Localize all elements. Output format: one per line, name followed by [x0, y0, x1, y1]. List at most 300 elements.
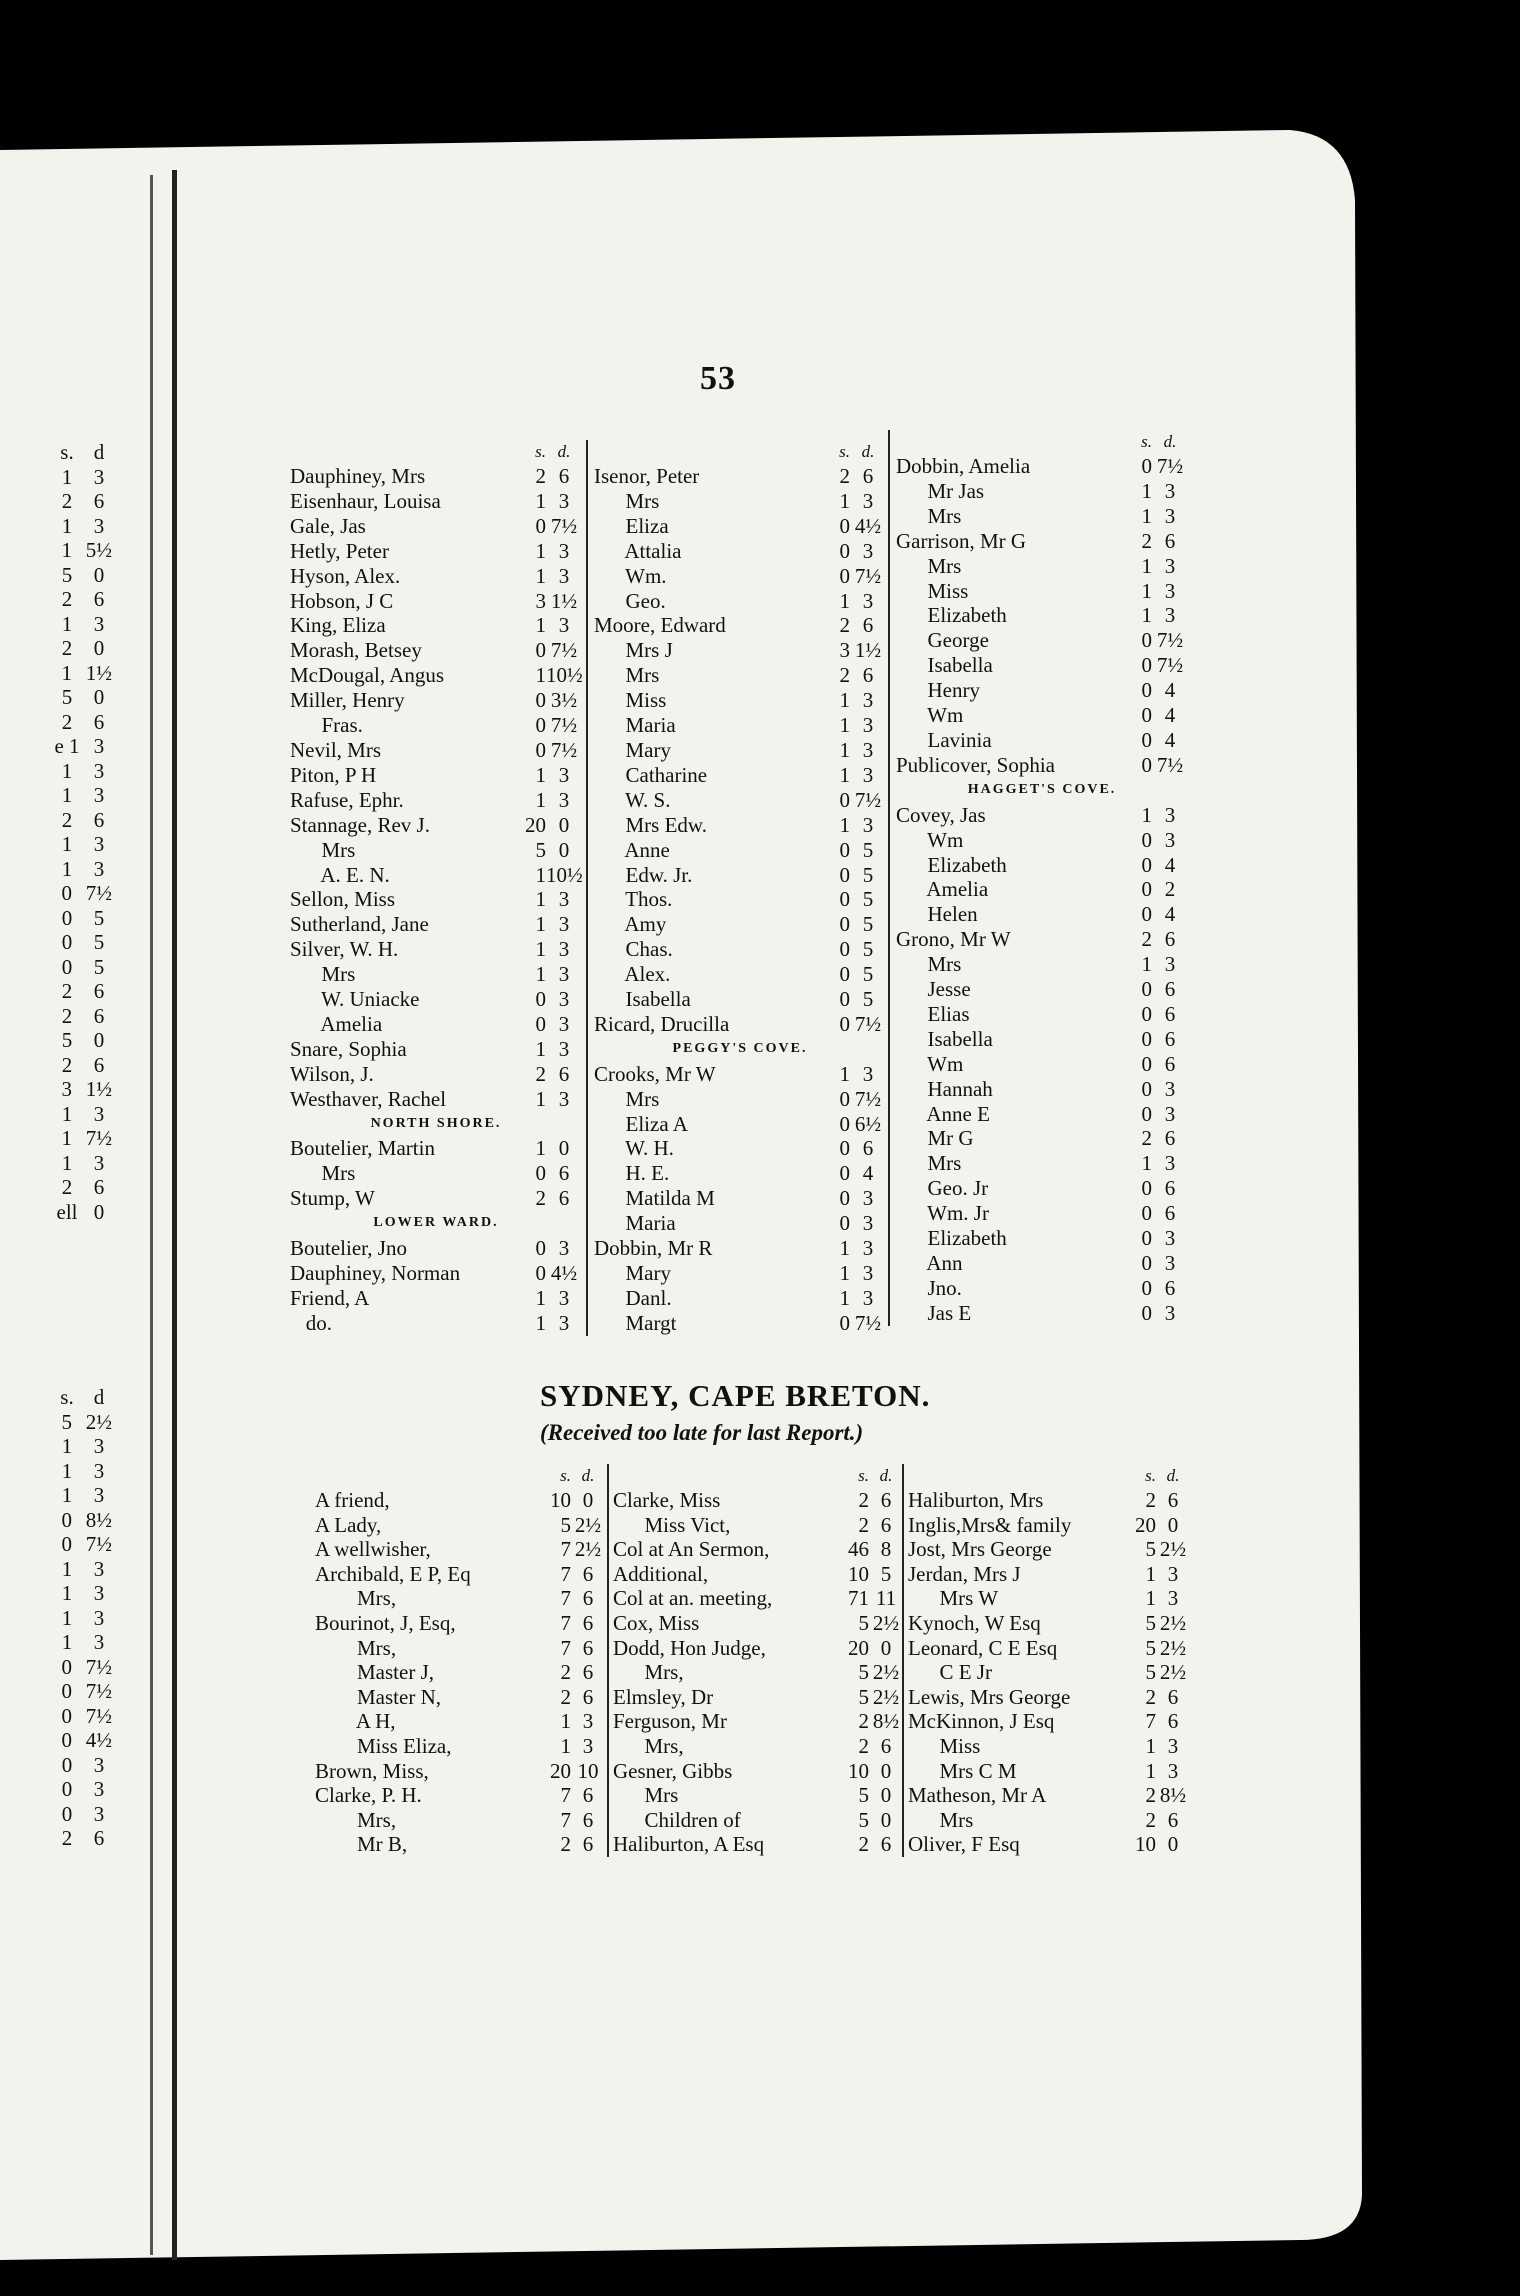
list-item	[896, 803, 1188, 828]
strip-row	[0, 1053, 120, 1078]
strip-shillings: 0	[61, 1703, 72, 1728]
strip-shillings: 1	[61, 783, 73, 807]
list-item	[315, 1660, 605, 1685]
strip-row	[0, 1655, 120, 1680]
strip-shillings: 1	[61, 538, 72, 562]
subscriber-name: Jas E	[896, 1300, 972, 1325]
amount-pence: 3	[558, 1011, 570, 1036]
strip-pence: 7½	[85, 881, 112, 905]
subscriber-name: Mrs	[896, 952, 962, 977]
list-column-1	[290, 440, 582, 1336]
list-item	[290, 514, 582, 539]
strip-row	[0, 1434, 120, 1459]
subscriber-name: Isabella	[896, 653, 993, 678]
amount-pence: 6	[1164, 1051, 1176, 1076]
subscriber-name: Mrs	[613, 1783, 679, 1808]
strip-pence: 5	[93, 930, 105, 954]
amount-pence: 0	[1167, 1832, 1179, 1857]
subscriber-name: Children of	[613, 1807, 741, 1832]
subscriber-name: Kynoch, W Esq	[908, 1610, 1041, 1635]
list-item	[594, 1311, 886, 1336]
list-item	[896, 1201, 1188, 1226]
list-item	[315, 1832, 605, 1857]
list-item	[896, 1052, 1188, 1077]
section-heading: SYDNEY, CAPE BRETON.	[540, 1378, 931, 1413]
amount-pence: 0	[558, 1136, 570, 1161]
list-item	[594, 613, 886, 638]
list-item	[290, 738, 582, 763]
subscriber-name: Henry	[896, 678, 980, 703]
amount-shillings: 0	[839, 1011, 850, 1036]
list-item	[896, 653, 1188, 678]
subscriber-name: McDougal, Angus	[290, 663, 444, 688]
list-item	[290, 613, 582, 638]
subscriber-name: Isabella	[594, 987, 691, 1012]
strip-pence: 7½	[85, 1126, 112, 1150]
amount-shillings: 0	[839, 787, 850, 812]
amount-shillings: 0	[535, 1011, 546, 1036]
list-item	[908, 1832, 1190, 1857]
strip-row	[0, 1126, 120, 1151]
amount-shillings: 1	[535, 1136, 546, 1161]
list-item	[896, 927, 1188, 952]
strip-shillings: 1	[61, 1605, 73, 1630]
subscriber-name: Mrs,	[315, 1807, 397, 1832]
section-label: PEGGY'S COVE.	[672, 1040, 808, 1056]
amount-pence: 6	[558, 1186, 570, 1211]
amount-pence: 4	[1164, 852, 1176, 877]
strip-shillings: 2	[61, 489, 73, 513]
subscriber-name: Wm. Jr	[896, 1201, 989, 1226]
subscriber-name: Miss Eliza,	[315, 1733, 452, 1758]
subscriber-name: Elizabeth	[896, 852, 1007, 877]
amount-pence: 3	[558, 1285, 570, 1310]
amount-shillings: 0	[839, 538, 850, 563]
list-item	[594, 838, 886, 863]
amount-pence: 3	[1164, 553, 1176, 578]
list-item	[896, 603, 1188, 628]
strip-row	[0, 1630, 120, 1655]
amount-shillings: 1	[535, 563, 546, 588]
amount-shillings: 0	[535, 513, 546, 538]
amount-pence: 3	[1164, 578, 1176, 603]
strip-shillings: 1	[61, 1101, 73, 1126]
amount-pence: 3	[1164, 1251, 1176, 1275]
subscriber-name: A friend,	[315, 1488, 390, 1512]
amount-shillings: 1	[839, 1261, 850, 1285]
subscriber-name: Col at an. meeting,	[613, 1586, 773, 1611]
amount-pence: 6	[1167, 1684, 1179, 1709]
strip-pence: 5	[93, 905, 105, 930]
amount-pence: 6	[558, 1061, 570, 1086]
strip-shillings: e 1	[54, 734, 80, 758]
subscriber-name: Jesse	[896, 977, 971, 1002]
amount-pence: 10½	[546, 862, 583, 887]
left-strip-bottom	[0, 1385, 120, 1851]
subscriber-name: Morash, Betsey	[290, 638, 422, 663]
strip-row	[0, 1802, 120, 1827]
list-item	[594, 1012, 886, 1037]
subscriber-name: Eisenhaur, Louisa	[290, 488, 441, 513]
subscriber-name: Dobbin, Amelia	[896, 454, 1031, 478]
amount-shillings: 2	[1145, 1684, 1156, 1709]
subscriber-name: Mrs	[594, 663, 660, 688]
subscriber-name: Westhaver, Rachel	[290, 1086, 447, 1111]
list-item	[315, 1537, 605, 1562]
list-item	[315, 1709, 605, 1734]
amount-pence: 6	[1164, 1176, 1176, 1201]
list-item	[896, 579, 1188, 604]
header-spacer	[594, 440, 814, 464]
list-item	[290, 1311, 582, 1336]
amount-pence: 3	[1164, 603, 1176, 628]
strip-shillings: 2	[61, 1175, 73, 1199]
subscriber-name: Miller, Henry	[290, 688, 405, 713]
list-item	[594, 1286, 886, 1311]
amount-shillings: 1	[535, 1285, 546, 1310]
amount-shillings: 1	[535, 663, 546, 688]
amount-pence: 7½	[854, 787, 882, 812]
strip-pence: d	[93, 1385, 105, 1409]
strip-row	[0, 514, 120, 539]
strip-pence: 6	[93, 1052, 105, 1077]
amount-shillings: 0	[839, 1310, 850, 1335]
subscriber-name: Hyson, Alex.	[290, 563, 401, 588]
amount-shillings: 0	[535, 638, 546, 663]
list-column-3	[888, 430, 1188, 1326]
strip-shillings: 0	[61, 881, 72, 905]
strip-row	[0, 612, 120, 637]
subscriber-name: Wm	[896, 1051, 964, 1076]
amount-pence: 3	[862, 1061, 874, 1086]
amount-pence: 6	[1164, 528, 1176, 553]
amount-pence: 7½	[854, 563, 882, 588]
strip-pence: 6	[93, 489, 105, 513]
strip-shillings: 0	[61, 1507, 72, 1532]
list-item	[613, 1636, 903, 1661]
amount-shillings: 0	[839, 1161, 850, 1186]
strip-row	[0, 1483, 120, 1508]
amount-pence: 6	[880, 1832, 892, 1857]
amount-pence: 3	[1164, 1151, 1176, 1176]
list-item	[290, 937, 582, 962]
amount-pence: 5	[862, 912, 874, 937]
amount-pence: 8½	[1159, 1783, 1187, 1808]
amount-pence: 6	[1167, 1709, 1179, 1734]
amount-pence: 2½	[574, 1537, 602, 1562]
strip-shillings: 1	[61, 1483, 73, 1507]
subscriber-name: Elizabeth	[896, 1226, 1007, 1251]
list-item	[315, 1586, 605, 1611]
amount-pence: 0	[1167, 1512, 1179, 1537]
strip-shillings: 2	[61, 1003, 73, 1028]
subscriber-name: Gesner, Gibbs	[613, 1758, 733, 1783]
list-item	[896, 1251, 1188, 1276]
list-item	[908, 1586, 1190, 1611]
column-header	[594, 440, 886, 464]
strip-pence: 6	[93, 709, 105, 734]
strip-shillings: 1	[61, 1581, 73, 1605]
subscriber-name: Mrs W	[908, 1586, 999, 1611]
subscriber-name: Mrs	[594, 488, 660, 513]
amount-shillings: 5	[858, 1807, 869, 1832]
amount-shillings: 0	[535, 737, 546, 762]
amount-pence: 7½	[1156, 752, 1184, 777]
strip-row	[0, 1151, 120, 1176]
amount-pence: 7½	[550, 513, 578, 538]
subscriber-name: Miss	[908, 1733, 981, 1758]
amount-shillings: 5	[1145, 1660, 1156, 1685]
subscriber-name: Silver, W. H.	[290, 937, 399, 962]
strip-pence: 5½	[85, 538, 112, 562]
list-item	[896, 828, 1188, 853]
strip-row	[0, 832, 120, 857]
strip-row	[0, 661, 120, 686]
strip-pence: 7½	[85, 1679, 112, 1703]
amount-shillings: 0	[1141, 902, 1152, 927]
amount-pence: 6	[1167, 1488, 1179, 1512]
subscriber-name: Wm.	[594, 563, 667, 588]
strip-shillings: 0	[61, 1801, 73, 1826]
list-item	[290, 1261, 582, 1286]
amount-shillings: 0	[535, 1161, 546, 1186]
list-item	[896, 529, 1188, 554]
amount-shillings: 2	[1145, 1783, 1156, 1808]
amount-pence: 3	[1164, 1076, 1176, 1101]
strip-pence: 0	[93, 685, 105, 709]
strip-pence: 3	[93, 1556, 105, 1581]
subscriber-name: Mrs	[290, 962, 356, 987]
amount-pence: 3	[862, 737, 874, 762]
amount-shillings: 0	[535, 1236, 546, 1261]
amount-pence: 4	[1164, 703, 1176, 728]
header-shillings: s.	[535, 442, 546, 461]
subscriber-name: do.	[290, 1310, 332, 1335]
list-item	[315, 1488, 605, 1513]
strip-pence: 3	[93, 1434, 105, 1458]
strip-shillings: 1	[61, 1458, 73, 1483]
amount-pence: 3	[1164, 952, 1176, 977]
amount-shillings: 2	[858, 1512, 869, 1537]
strip-shillings: 0	[61, 1679, 72, 1703]
amount-pence: 3	[558, 937, 570, 962]
amount-pence: 7½	[854, 1011, 882, 1036]
amount-shillings: 0	[1141, 852, 1152, 877]
list-item	[896, 1126, 1188, 1151]
strip-shillings: 1	[61, 464, 73, 489]
list-item	[290, 838, 582, 863]
list-item	[896, 678, 1188, 703]
amount-pence: 6	[582, 1807, 594, 1832]
list-item	[290, 1012, 582, 1037]
amount-pence: 6	[582, 1586, 594, 1611]
amount-shillings: 1	[535, 538, 546, 563]
header-shillings: s.	[1141, 432, 1152, 451]
list-item	[613, 1660, 903, 1685]
amount-shillings: 10	[848, 1758, 869, 1783]
subscriber-name: Snare, Sophia	[290, 1036, 407, 1061]
amount-shillings: 1	[535, 762, 546, 787]
strip-pence: 3	[93, 758, 105, 783]
subscriber-name: Maria	[594, 713, 676, 738]
strip-pence: 3	[93, 1630, 105, 1654]
list-item	[896, 902, 1188, 927]
list-item	[896, 877, 1188, 902]
amount-pence: 3	[862, 1186, 874, 1211]
amount-shillings: 5	[1145, 1635, 1156, 1660]
amount-pence: 2½	[1159, 1537, 1187, 1562]
amount-shillings: 0	[1141, 454, 1152, 478]
list-item	[594, 1186, 886, 1211]
amount-shillings: 20	[550, 1758, 571, 1783]
list-item	[908, 1709, 1190, 1734]
strip-row	[0, 1704, 120, 1729]
subscriber-name: Jost, Mrs George	[908, 1537, 1052, 1562]
amount-shillings: 46	[848, 1537, 869, 1562]
amount-pence: 5	[862, 987, 874, 1012]
sydney-column-1	[315, 1464, 605, 1857]
amount-pence: 3	[558, 538, 570, 563]
list-item	[908, 1636, 1190, 1661]
subscriber-name: Bourinot, J, Esq,	[315, 1610, 456, 1635]
amount-shillings: 1	[1145, 1733, 1156, 1758]
amount-pence: 3	[862, 1285, 874, 1310]
amount-pence: 3	[862, 1236, 874, 1261]
strip-shillings: s.	[60, 440, 74, 464]
amount-pence: 6	[1164, 1201, 1176, 1226]
list-item	[896, 454, 1188, 479]
subscriber-name: Jerdan, Mrs J	[908, 1561, 1021, 1586]
subscriber-name: Nevil, Mrs	[290, 737, 381, 762]
list-item	[908, 1808, 1190, 1833]
amount-shillings: 5	[858, 1684, 869, 1709]
subscriber-name: Stannage, Rev J.	[290, 812, 430, 837]
amount-pence: 6	[862, 613, 874, 638]
amount-shillings: 7	[560, 1610, 571, 1635]
strip-row	[0, 1459, 120, 1484]
subscriber-name: Elmsley, Dr	[613, 1684, 714, 1709]
list-item	[594, 663, 886, 688]
list-item	[613, 1611, 903, 1636]
subscriber-name: Mary	[594, 737, 671, 762]
amount-shillings: 5	[535, 837, 546, 862]
subscriber-name: Elizabeth	[896, 603, 1007, 628]
list-item	[896, 728, 1188, 753]
amount-pence: 3	[862, 588, 874, 613]
amount-shillings: 2	[858, 1488, 869, 1512]
list-item	[896, 504, 1188, 529]
strip-row	[0, 1410, 120, 1435]
strip-pence: 1½	[85, 1077, 112, 1101]
strip-row	[0, 1200, 120, 1225]
list-item	[896, 1276, 1188, 1301]
amount-shillings: 0	[1141, 1251, 1152, 1275]
strip-shillings: 0	[61, 930, 73, 954]
strip-shillings: 0	[61, 1752, 73, 1777]
amount-shillings: 71	[848, 1586, 869, 1611]
strip-pence: 6	[93, 1826, 105, 1850]
amount-shillings: 1	[1141, 952, 1152, 977]
subscriber-name: Alex.	[594, 962, 671, 987]
amount-shillings: 0	[839, 563, 850, 588]
column-header	[908, 1464, 1190, 1488]
amount-shillings: 0	[839, 1086, 850, 1111]
page-number: 53	[700, 360, 736, 397]
subscriber-name: C E Jr	[908, 1660, 992, 1685]
strip-pence: 3	[93, 734, 105, 758]
amount-shillings: 2	[535, 464, 546, 488]
list-item	[896, 1077, 1188, 1102]
amount-shillings: 1	[839, 688, 850, 713]
amount-shillings: 0	[535, 987, 546, 1012]
amount-shillings: 0	[1141, 1201, 1152, 1226]
strip-row	[0, 1004, 120, 1029]
strip-row	[0, 1581, 120, 1606]
amount-shillings: 0	[1141, 877, 1152, 902]
list-item	[613, 1685, 903, 1710]
subscriber-name: Eliza	[594, 513, 669, 538]
strip-shillings: 2	[61, 636, 73, 660]
amount-pence: 6	[1167, 1807, 1179, 1832]
subscriber-name: Clarke, P. H.	[315, 1783, 422, 1808]
subscriber-name: Maria	[594, 1211, 676, 1236]
header-pence: d.	[861, 442, 875, 461]
list-item	[290, 962, 582, 987]
amount-shillings: 3	[535, 588, 546, 613]
amount-shillings: 0	[839, 937, 850, 962]
subscriber-name: Col at An Sermon,	[613, 1537, 770, 1562]
subscriber-name: Mrs Edw.	[594, 812, 707, 837]
subscriber-name: Dauphiney, Mrs	[290, 464, 426, 488]
list-item	[290, 763, 582, 788]
amount-pence: 6	[880, 1488, 892, 1512]
strip-shillings: 0	[61, 1532, 72, 1556]
list-item	[290, 1161, 582, 1186]
subscriber-name: Geo.	[594, 588, 666, 613]
subscriber-name: A Lady,	[315, 1512, 382, 1537]
list-item	[896, 977, 1188, 1002]
amount-pence: 6	[880, 1512, 892, 1537]
amount-pence: 2½	[1159, 1610, 1187, 1635]
amount-shillings: 1	[839, 737, 850, 762]
list-item	[908, 1513, 1190, 1538]
header-spacer	[613, 1464, 831, 1488]
amount-pence: 6	[582, 1684, 594, 1709]
list-item	[594, 1236, 886, 1261]
gutter-line	[172, 170, 177, 2260]
amount-shillings: 2	[1145, 1807, 1156, 1832]
subscriber-name: Amelia	[896, 877, 989, 902]
amount-shillings: 2	[535, 1186, 546, 1211]
subscriber-name: Dauphiney, Norman	[290, 1261, 461, 1285]
strip-shillings: 5	[61, 1028, 73, 1052]
strip-pence: 3	[93, 1752, 105, 1777]
strip-pence: 8½	[85, 1507, 112, 1532]
subscriber-name: Archibald, E P, Eq	[315, 1561, 471, 1586]
strip-shillings: 1	[61, 1434, 73, 1458]
subscriber-name: Mrs	[290, 1161, 356, 1186]
list-item	[613, 1586, 903, 1611]
list-item	[613, 1759, 903, 1784]
amount-pence: 11	[875, 1586, 897, 1611]
amount-shillings: 0	[1141, 1300, 1152, 1325]
list-item	[908, 1783, 1190, 1808]
amount-pence: 6	[582, 1561, 594, 1586]
list-item	[594, 1136, 886, 1161]
strip-shillings: 1	[61, 758, 73, 783]
list-item	[594, 1161, 886, 1186]
subscriber-name: W. H.	[594, 1136, 674, 1161]
